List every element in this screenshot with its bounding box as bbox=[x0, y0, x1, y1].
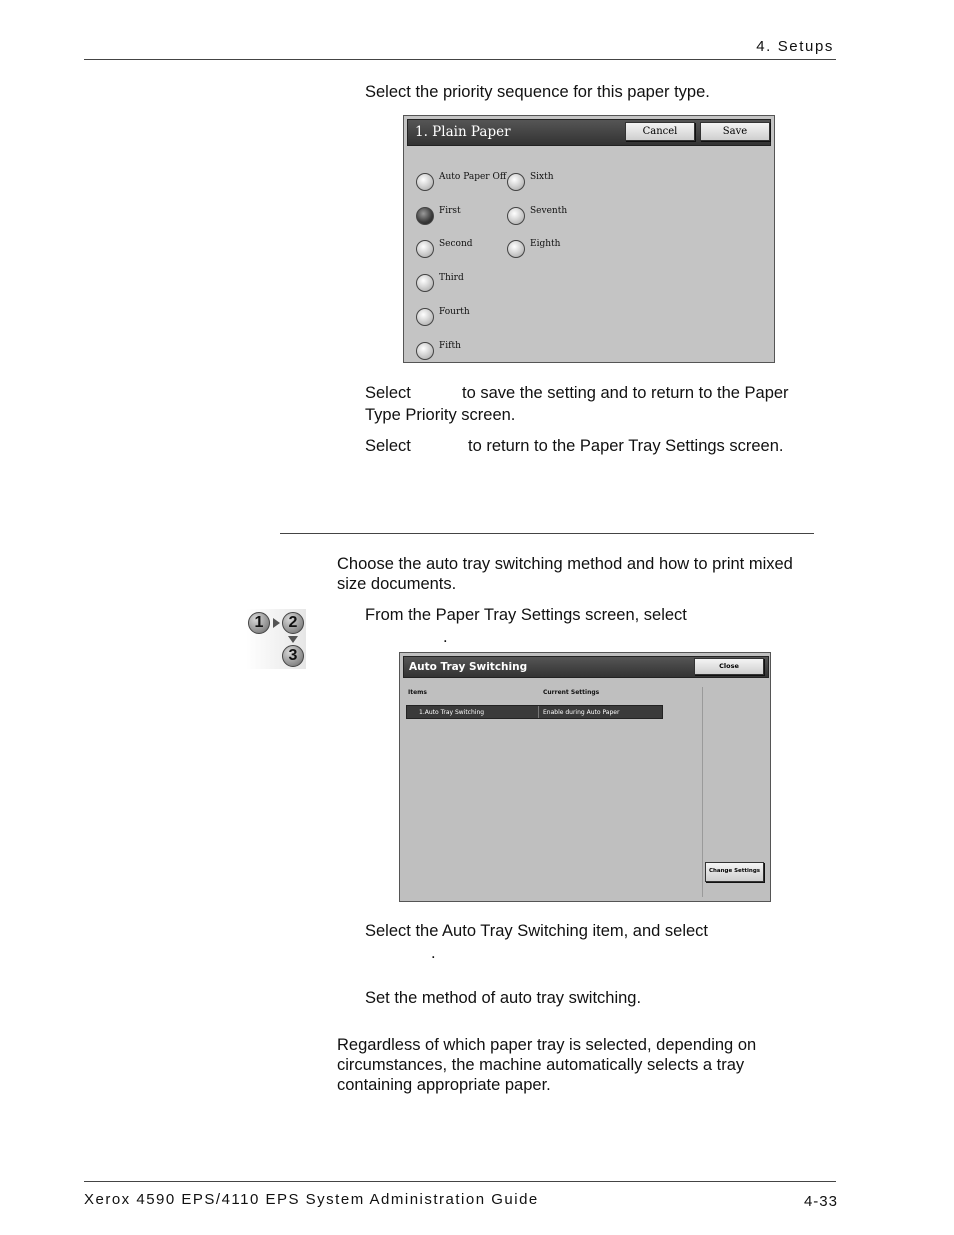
change-settings-button[interactable]: Change Settings bbox=[705, 862, 764, 882]
radio-label: Seventh bbox=[530, 206, 568, 216]
header-rule bbox=[84, 59, 836, 60]
radio-sixth[interactable] bbox=[507, 173, 525, 191]
description-line2: circumstances, the machine automatically selects a tray bbox=[337, 1056, 745, 1074]
panel-divider bbox=[702, 687, 703, 897]
row-divider bbox=[538, 706, 539, 718]
footer-page-number: 4-33 bbox=[803, 1193, 838, 1210]
table-row[interactable] bbox=[406, 705, 663, 719]
radio-label: Eighth bbox=[530, 239, 561, 249]
section-rule bbox=[280, 533, 814, 534]
radio-label: Second bbox=[439, 239, 473, 249]
plain-paper-title: 1. Plain Paper bbox=[415, 124, 511, 140]
radio-fourth[interactable] bbox=[416, 308, 434, 326]
radio-second[interactable] bbox=[416, 240, 434, 258]
radio-label: Fifth bbox=[439, 341, 461, 351]
radio-seventh[interactable] bbox=[507, 207, 525, 225]
cancel-button[interactable]: Cancel bbox=[625, 122, 695, 141]
radio-label: First bbox=[439, 206, 461, 216]
step-badge bbox=[246, 609, 306, 669]
radio-label: Third bbox=[439, 273, 464, 283]
select-save-text: Select bbox=[365, 384, 411, 402]
auto-tray-title: Auto Tray Switching bbox=[409, 661, 528, 673]
radio-label: Fourth bbox=[439, 307, 470, 317]
radio-label: Sixth bbox=[530, 172, 554, 182]
radio-third[interactable] bbox=[416, 274, 434, 292]
step2-text: Select the Auto Tray Switching item, and select bbox=[365, 922, 709, 940]
auto-tray-title-bar bbox=[403, 656, 769, 678]
step-number-3: 3 bbox=[282, 645, 304, 667]
radio-label: Auto Paper Off bbox=[439, 172, 507, 182]
footer-rule bbox=[84, 1181, 836, 1182]
auto-tray-switching-screen bbox=[399, 652, 771, 902]
plain-paper-title-bar bbox=[407, 119, 771, 146]
step1-period: . bbox=[443, 628, 448, 646]
close-button[interactable]: Close bbox=[694, 658, 764, 675]
step3-text: Set the method of auto tray switching. bbox=[365, 989, 642, 1007]
section-header: 4. Setups bbox=[756, 38, 834, 55]
arrow-right-icon bbox=[273, 618, 280, 628]
radio-eighth[interactable] bbox=[507, 240, 525, 258]
intro-auto-tray-line2: size documents. bbox=[337, 575, 457, 593]
description-line1: Regardless of which paper tray is selected, depending on bbox=[337, 1036, 757, 1054]
description-line3: containing appropriate paper. bbox=[337, 1076, 551, 1094]
intro-auto-tray-line1: Choose the auto tray switching method and how to print mixed bbox=[337, 555, 793, 573]
radio-first[interactable] bbox=[416, 207, 434, 225]
step2-period: . bbox=[431, 944, 436, 962]
row-item-label: 1.Auto Tray Switching bbox=[419, 709, 485, 716]
save-description-cont: Type Priority screen. bbox=[365, 406, 516, 424]
select-close-text: Select bbox=[365, 437, 411, 455]
step1-text: From the Paper Tray Settings screen, select bbox=[365, 606, 687, 624]
radio-fifth[interactable] bbox=[416, 342, 434, 360]
arrow-down-icon bbox=[288, 636, 298, 643]
step-number-2: 2 bbox=[282, 612, 304, 634]
col-header-current: Current Settings bbox=[543, 689, 600, 696]
footer-guide-title: Xerox 4590 EPS/4110 EPS System Administration Guide bbox=[84, 1191, 539, 1208]
close-description-text: to return to the Paper Tray Settings screen. bbox=[468, 437, 784, 455]
step-number-1: 1 bbox=[248, 612, 270, 634]
radio-auto-paper-off[interactable] bbox=[416, 173, 434, 191]
plain-paper-screen bbox=[403, 115, 775, 363]
instruction-priority: Select the priority sequence for this paper type. bbox=[365, 83, 710, 101]
col-header-items: Items bbox=[408, 689, 427, 696]
row-item-value: Enable during Auto Paper bbox=[543, 709, 620, 716]
save-description-text: to save the setting and to return to the Paper bbox=[462, 384, 789, 402]
save-button[interactable]: Save bbox=[700, 122, 770, 141]
